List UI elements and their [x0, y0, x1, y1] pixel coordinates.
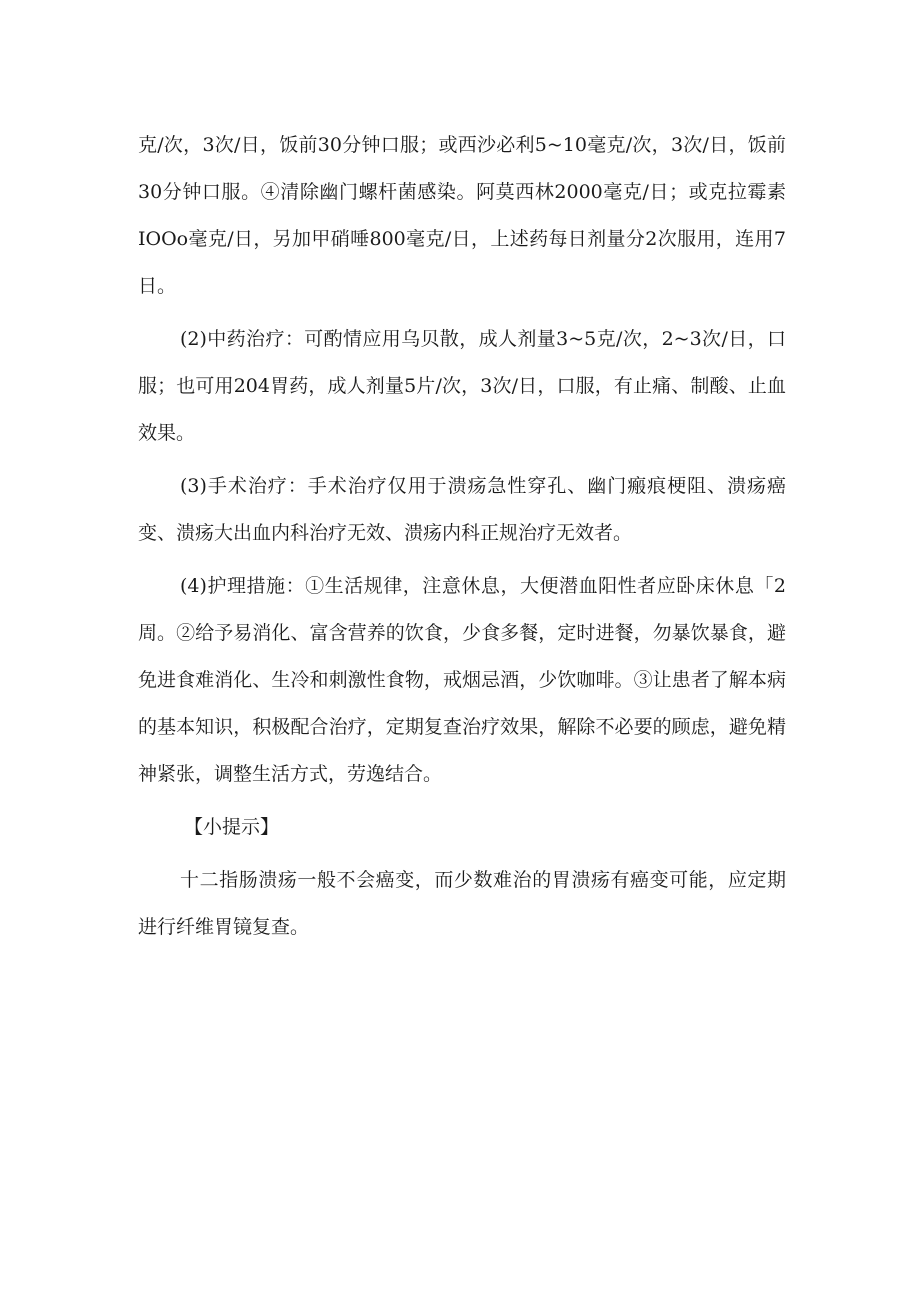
tip-heading: 【小提示】 [184, 816, 280, 838]
paragraph-surgery: (3)手术治疗：手术治疗仅用于溃疡急性穿孔、幽门瘢痕梗阻、溃疡癌变、溃疡大出血内科治疗无效、溃疡内科正规治疗无效者。 [138, 475, 786, 544]
tip-text: 十二指肠溃疡一般不会癌变，而少数难治的胃溃疡有癌变可能，应定期进行纤维胃镜复查。 [138, 869, 786, 938]
paragraph-medication-continued: 克/次，3次/日，饭前30分钟口服；或西沙必利5~10毫克/次，3次/日，饭前30分钟口服。④清除幽门螺杆菌感染。阿莫西林2000毫克/日；或克拉霉素IOOo毫克/日，另加甲硝唾800毫克/日，上述药每日剂量分2次服用，连用7日。 [138, 134, 786, 297]
document-page [138, 122, 786, 957]
paragraph-chinese-medicine: (2)中药治疗：可酌情应用乌贝散，成人剂量3~5克/次，2~3次/日，口服；也可用204胃药，成人剂量5片/次，3次/日，口服，有止痛、制酸、止血效果。 [138, 328, 786, 444]
paragraph-nursing: (4)护理措施：①生活规律，注意休息，大便潜血阳性者应卧床休息「2周。②给予易消化、富含营养的饮食，少食多餐，定时进餐，勿暴饮暴食，避免进食难消化、生冷和刺激性食物，戒烟忌酒，少饮咖啡。③让患者了解本病的基本知识，积极配合治疗，定期复查治疗效果，解除不必要的顾虑，避免精神紧张，调整生活方式，劳逸结合。 [138, 575, 786, 785]
